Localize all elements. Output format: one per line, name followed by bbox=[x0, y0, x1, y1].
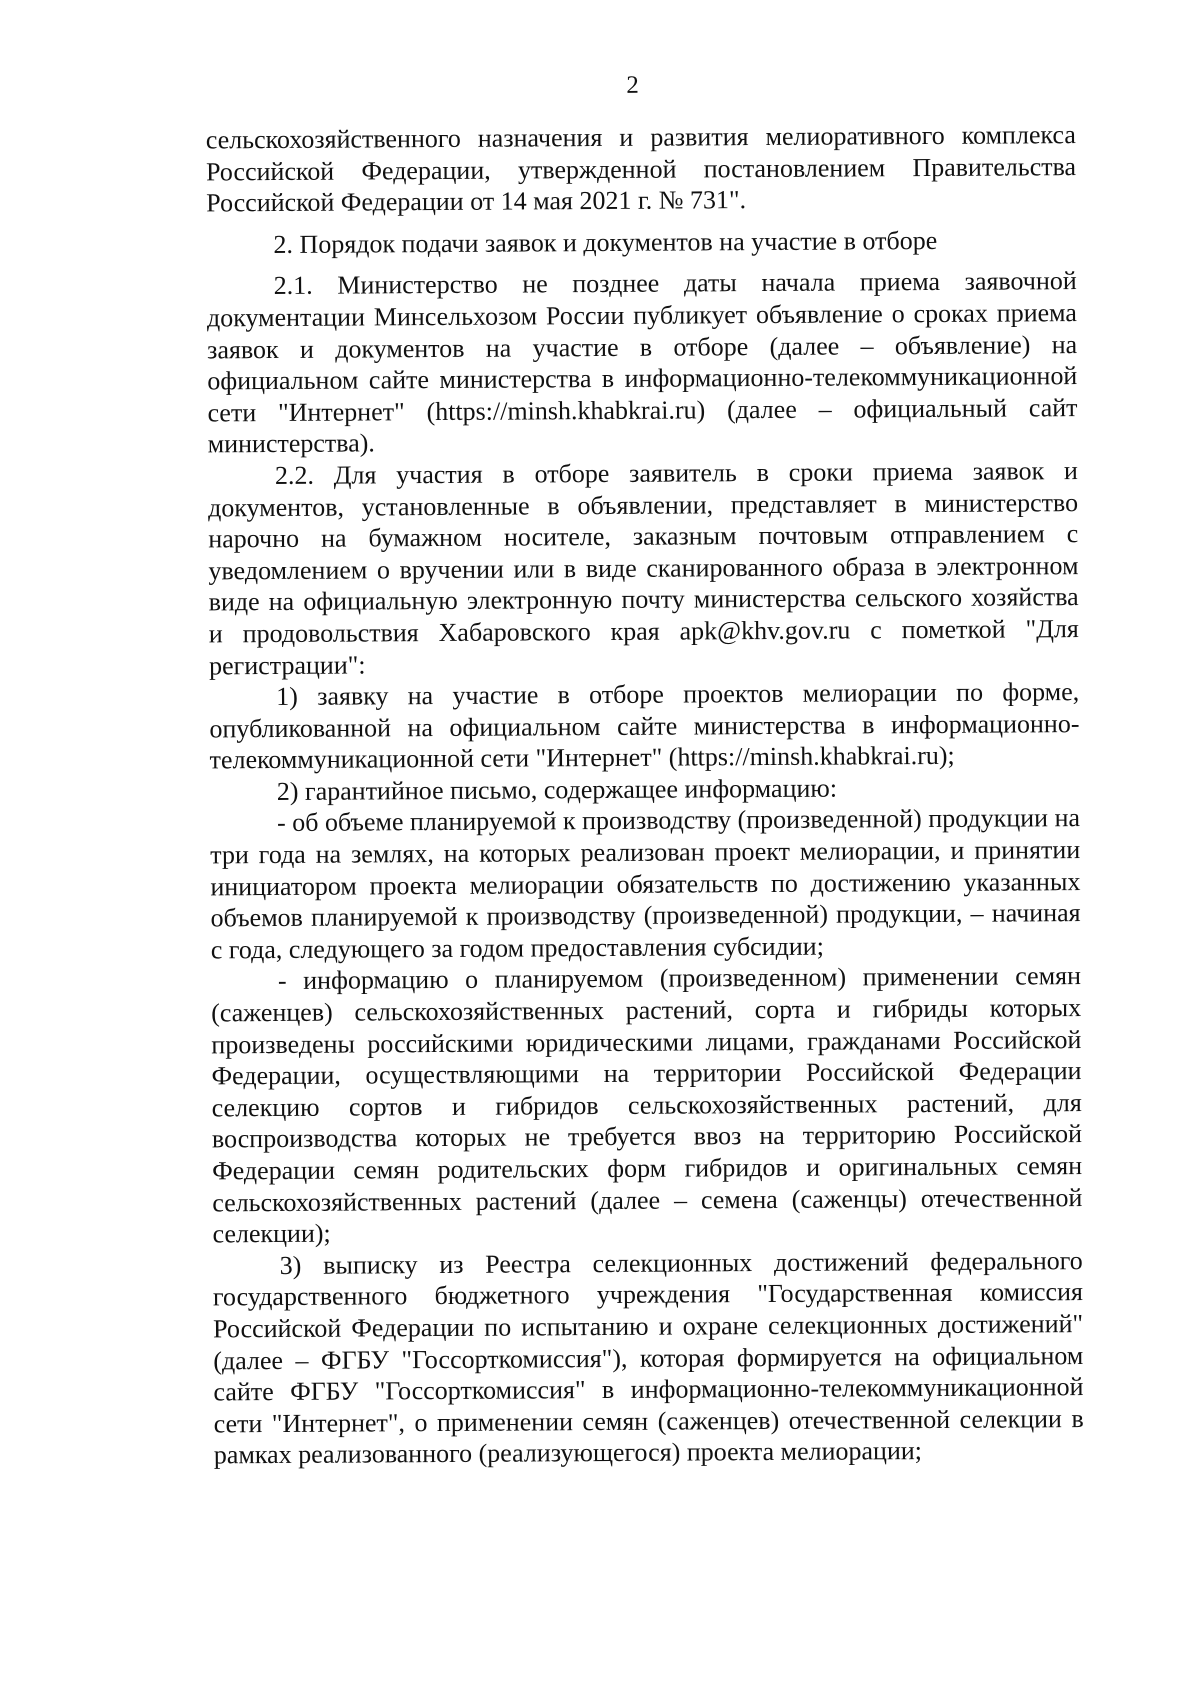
sub-item-volume: - об объеме планируемой к производству (произведенной) продукции на три года на землях, на которых реализован проект мелиорации, и принятии инициатором проекта мелиорации обязательств по достижению указанных объемов планируемой к производству (произведенной) продукции, – начиная с года, следующего за годом предоставления субсидии; bbox=[210, 803, 1081, 965]
list-item-3: 3) выписку из Реестра селекционных достижений федерального государственного бюджетного учреждения "Государственная комиссия Российской Федерации по испытанию и охране селекционных достижений" (далее – ФГБУ "Госсорткомиссия"), которая формируется на официальном сайте ФГБУ "Госсорткомиссия" в информационно-телекоммуникационной сети "Интернет", о применении семян (саженцев) отечественной селекции в рамках реализованного (реализующегося) проекта мелиорации; bbox=[212, 1245, 1084, 1470]
page-number: 2 bbox=[626, 71, 639, 99]
document-body bbox=[206, 119, 1084, 1471]
paragraph-continuation: сельскохозяйственного назначения и развития мелиоративного комплекса Российской Федерации, утвержденной постановлением Правительства Российской Федерации от 14 мая 2021 г. № 731". bbox=[205, 120, 1077, 218]
paragraph-2-1: 2.1. Министерство не позднее даты начала приема заявочной документации Минсельхозом России публикует объявление о сроках приема заявок и документов на участие в отборе (далее – объявление) на официальном сайте министерства в информационно-телекоммуникационной сети "Интернет" (https://minsh.khabkrai.ru) (далее – официальный сайт министерства). bbox=[206, 266, 1078, 459]
sub-item-seeds: - информацию о планируемом (произведенном) применении семян (саженцев) сельскохозяйственных растений, сорта и гибриды которых произведены российскими юридическими лицами, гражданами Российской Федерации, осуществляющими на территории Российской Федерации селекцию сортов и гибридов сельскохозяйственных растений, для воспроизводства которых не требуется ввоз на территорию Российской Федерации семян родительских форм гибридов и оригинальных семян сельскохозяйственных растений (далее – семена (саженцы) отечественной селекции); bbox=[211, 961, 1083, 1249]
list-item-2: 2) гарантийное письмо, содержащее информацию: bbox=[276, 773, 838, 806]
paragraph-2-2: 2.2. Для участия в отборе заявитель в сроки приема заявок и документов, установленные в объявлении, представляет в министерство нарочно на бумажном носителе, заказным почтовым отправлением с уведомлением о вручении или в виде сканированного образа в электронном виде на официальную электронную почту министерства сельского хозяйства и продовольствия Хабаровского края apk@khv.gov.ru с пометкой "Для регистрации": bbox=[208, 456, 1079, 680]
section-heading: 2. Порядок подачи заявок и документов на участие в отборе bbox=[273, 225, 938, 259]
list-item-1: 1) заявку на участие в отборе проектов мелиорации по форме, опубликованной на официальном сайте министерства в информационно-телекоммуникационной сети "Интернет" (https://minsh.khabkrai.ru); bbox=[209, 677, 1080, 775]
